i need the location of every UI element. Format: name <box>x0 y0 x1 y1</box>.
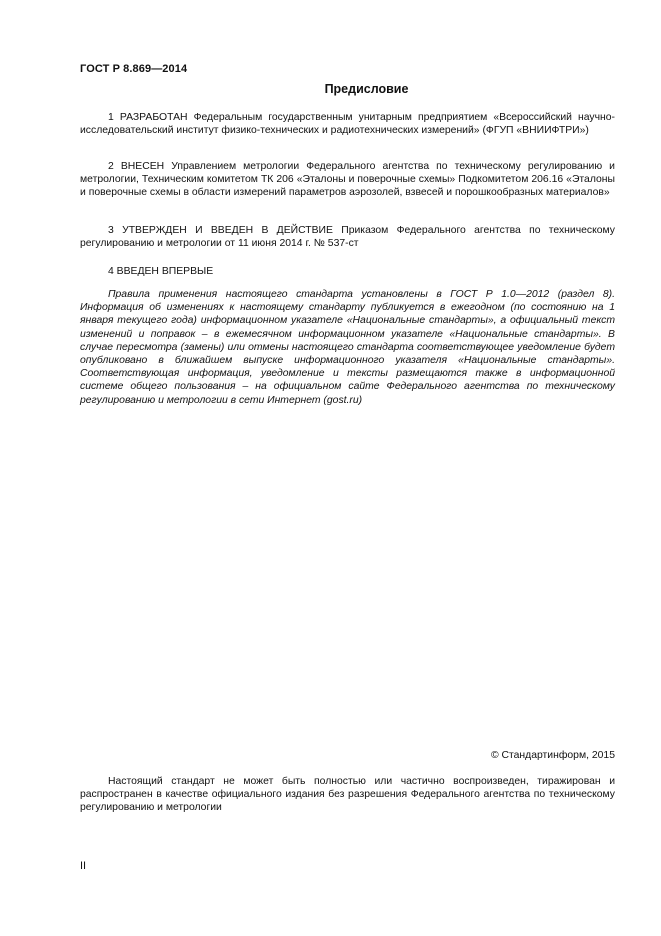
page-title: Предисловие <box>324 82 409 96</box>
paragraph-application-rules <box>80 288 615 407</box>
paragraph-text: 4 ВВЕДЕН ВПЕРВЫЕ <box>108 266 214 277</box>
paragraph-text: 1 РАЗРАБОТАН Федеральным государственным унитарным предприятием «Всероссийский научно-исследовательский институт физико-технических и радиотехнических измерений» (ФГУП «ВНИИФТРИ») <box>80 112 615 137</box>
copyright-line: © Стандартинформ, 2015 <box>490 750 615 761</box>
notice-text: Настоящий стандарт не может быть полностью или частично воспроизведен, тиражирован и распространен в качестве официального издания без разрешения Федерального агентства по техническому регулированию и метрологии <box>80 776 615 814</box>
paragraph-text: 3 УТВЕРЖДЕН И ВВЕДЕН В ДЕЙСТВИЕ Приказом Федерального агентства по техническому регулированию и метрологии от 11 июня 2014 г. № 537-ст <box>80 225 615 250</box>
page-number: II <box>80 860 87 872</box>
document-code: ГОСТ Р 8.869—2014 <box>80 63 188 75</box>
paragraph-text: 2 ВНЕСЕН Управлением метрологии Федерального агентства по техническому регулированию и метрологии, Техническим комитетом ТК 206 «Эталоны и поверочные схемы» Подкомитетом 206.16 «Эталоны и поверочные схемы в области измерений параметров аэрозолей, взвесей и порошкообразных материалов» <box>80 161 615 199</box>
paragraph-submitted-by <box>80 160 615 200</box>
paragraph-developed-by <box>80 111 615 137</box>
paragraph-approved <box>80 224 615 250</box>
reproduction-notice <box>80 775 615 815</box>
paragraph-first-introduced <box>80 265 615 278</box>
paragraph-text: Правила применения настоящего стандарта установлены в ГОСТ Р 1.0—2012 (раздел 8). Информация об изменениях к настоящему стандарту публикуется в ежегодном (по состоянию на 1 января текущего года) информационном указателе «Национальные стандарты», а официальный текст изменений и поправок – в ежемесячном информационном указателе «Национальные стандарты». В случае пересмотра (замены) или отмены настоящего стандарта соответствующее уведомление будет опубликовано в ближайшем выпуске информационного указателя «Национальные стандарты». Соответствующая информация, уведомление и тексты размещаются также в информационной системе общего пользования – на официальном сайте Федерального агентства по техническому регулированию и метрологии в сети Интернет (gost.ru) <box>80 289 615 406</box>
